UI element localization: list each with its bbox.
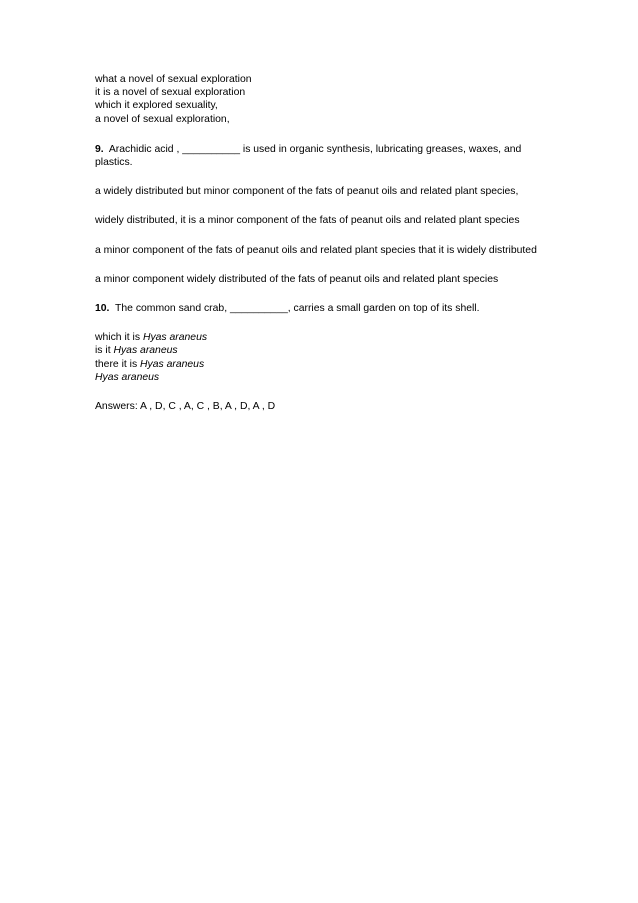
q10-stem-text: The common sand crab, __________, carries a small garden on top of its shell. <box>115 303 480 315</box>
q9-stem-text: Arachidic acid , __________ is used in organic synthesis, lubricating greases, waxes, and plastics. <box>95 143 522 169</box>
q9-stem <box>95 143 545 169</box>
q8-options <box>95 73 545 126</box>
q10-stem <box>95 302 545 315</box>
q10-option: is it Hyas araneus <box>95 345 178 357</box>
q10-options <box>95 331 545 384</box>
answer-key: Answers: A , D, C , A, C , B, A , D, A , D <box>95 401 276 413</box>
q10-option: which it is Hyas araneus <box>95 332 208 344</box>
q9-option: a widely distributed but minor component of the fats of peanut oils and related plant species, <box>95 186 519 198</box>
q9-option: widely distributed, it is a minor component of the fats of peanut oils and related plant species <box>95 215 520 227</box>
document-page <box>95 73 545 413</box>
q10-option: Hyas araneus <box>95 371 160 383</box>
q9-option: a minor component of the fats of peanut oils and related plant species that it is widely distributed <box>95 244 537 256</box>
q8-option: what a novel of sexual exploration <box>95 74 252 85</box>
q8-option: which it explored sexuality, <box>95 100 218 112</box>
q10-option: there it is Hyas araneus <box>95 358 205 370</box>
q10-number: 10. <box>95 303 110 315</box>
q9-option: a minor component widely distributed of the fats of peanut oils and related plant species <box>95 273 499 285</box>
q9-number: 9. <box>95 143 104 155</box>
q8-option: a novel of sexual exploration, <box>95 113 230 125</box>
q8-option: it is a novel of sexual exploration <box>95 87 246 99</box>
